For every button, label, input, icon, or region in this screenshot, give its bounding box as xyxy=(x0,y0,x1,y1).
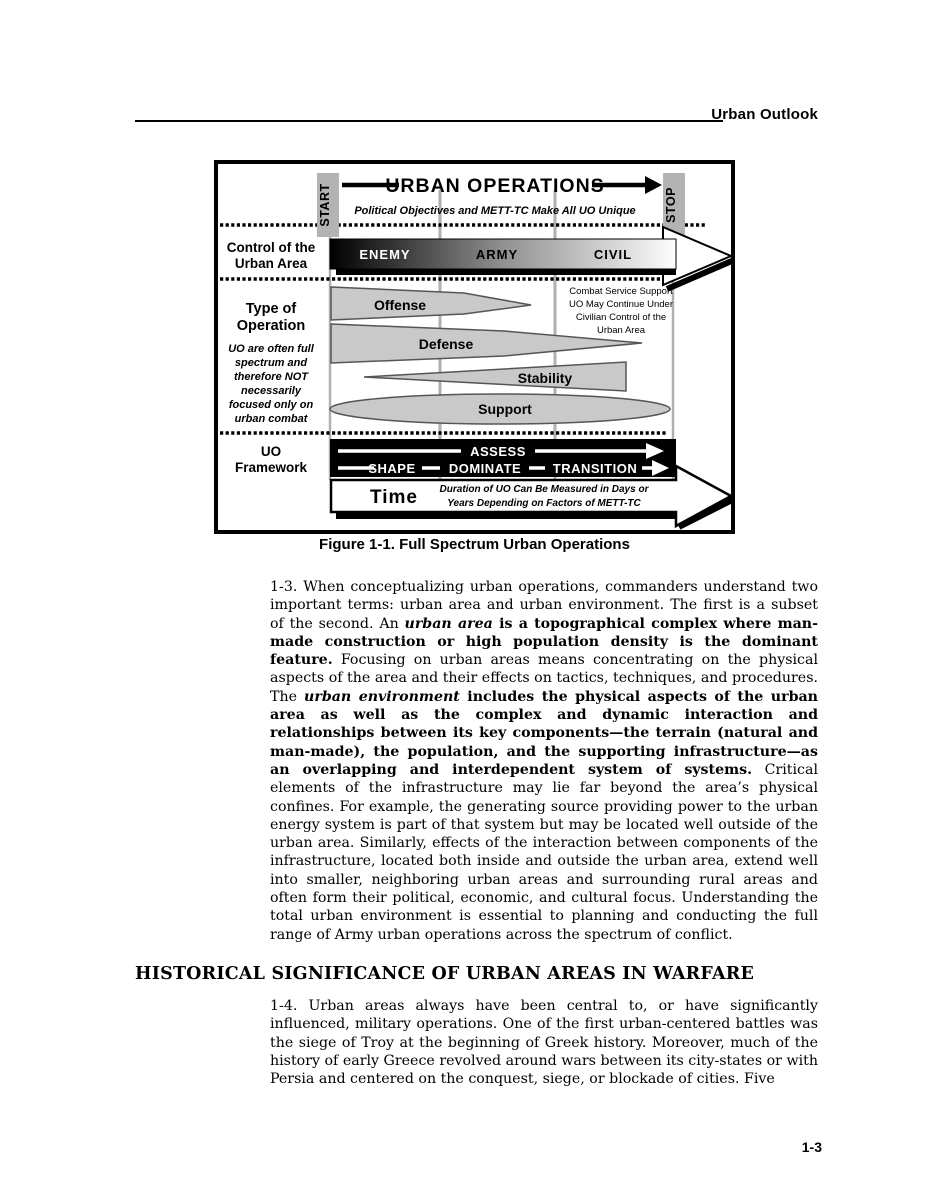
figure-caption: Figure 1-1. Full Spectrum Urban Operations xyxy=(319,536,630,553)
phase-dominate-label: DOMINATE xyxy=(448,461,522,476)
control-bar-shadow xyxy=(336,269,676,275)
para-1-3-run: Critical elements of the infrastructure may lie far beyond the area’s physical confines. For example, the generating source providing power to the urban energy system is part of that system but may be located well outside of the urban area. Similarly, effects of the interaction between components of the infrastructure, located both inside and outside the urban area, extend well into smaller, neighboring urban areas and surrounding rural areas and often form their political, economic, and cultural focus. Understanding the total urban environment is essential to planning and conducting the full range of Army urban operations across the spectrum of conflict. xyxy=(270,761,818,943)
time-label: Time xyxy=(369,487,419,508)
assess-label: ASSESS xyxy=(470,444,526,459)
para-1-3-run: Focusing on urban areas means concentrating on the physical aspects of the area and their effects on tactics, techniques, and procedures. The xyxy=(270,652,818,705)
figure-1-1 xyxy=(214,160,735,534)
control-segment-army: ARMY xyxy=(475,247,519,262)
page-number: 1-3 xyxy=(801,1139,822,1155)
css-note-line: Combat Service Support xyxy=(569,286,673,297)
css-note-line: Civilian Control of the xyxy=(575,312,667,323)
section-heading: HISTORICAL SIGNIFICANCE OF URBAN AREAS IN WARFARE xyxy=(135,964,755,984)
figure-title: URBAN OPERATIONS xyxy=(385,175,605,197)
framework-label-line1: UO xyxy=(260,444,282,459)
paragraph-1-4: 1-4. Urban areas always have been central to, or have significantly influenced, military operations. One of the first urban-centered battles was the siege of Troy at the beginning of Greek history. Moreover, much of the history of early Greece revolved around wars between its city-states or with Persia and centered on the conquest, siege, or blockade of cities. Five xyxy=(270,998,818,1088)
framework-label-line2: Framework xyxy=(234,460,308,475)
css-note-line: Urban Area xyxy=(596,325,646,336)
stability-label: Stability xyxy=(517,370,573,386)
time-arrow-shadow xyxy=(336,513,676,519)
full-spectrum-urban-operations-diagram xyxy=(214,160,735,534)
defense-label: Defense xyxy=(418,336,474,352)
time-note-line2: Years Depending on Factors of METT-TC xyxy=(447,498,641,509)
para-1-3-run: is a topographical complex where man-made construction or high population density is the dominant feature. xyxy=(270,615,819,669)
para-1-3-term-urban-environment: urban environment xyxy=(304,688,460,705)
page-header xyxy=(135,106,818,124)
start-label: START xyxy=(318,183,332,227)
phase-transition-label: TRANSITION xyxy=(552,461,638,476)
para-1-3-term-urban-area: urban area xyxy=(404,615,493,632)
stop-label: STOP xyxy=(664,187,678,223)
type-note-line: urban combat xyxy=(234,413,308,425)
phase-shape-label: SHAPE xyxy=(368,461,416,476)
css-note-line: UO May Continue Under xyxy=(568,299,674,310)
paragraph-1-3 xyxy=(270,578,818,944)
para-1-3-run: includes the physical aspects of the urban area as well as the complex and dynamic interaction and relationships between its key components—the terrain (natural and man-made), the population, and the supporting infrastructure—as an overlapping and interdependent system of systems. xyxy=(270,688,818,778)
header-rule xyxy=(135,120,723,122)
type-label-line1: Type of xyxy=(245,301,297,317)
type-note-line: UO are often full xyxy=(228,343,314,355)
type-note-line: spectrum and xyxy=(234,357,308,369)
control-segment-civil: CIVIL xyxy=(593,247,633,262)
control-label-line1: Control of the xyxy=(226,240,316,255)
type-note-line: focused only on xyxy=(228,399,314,411)
type-note-line: necessarily xyxy=(241,385,301,397)
offense-label: Offense xyxy=(373,297,427,313)
time-note-line1: Duration of UO Can Be Measured in Days or xyxy=(439,484,649,495)
type-note-line: therefore NOT xyxy=(234,371,308,383)
support-label: Support xyxy=(478,401,532,417)
control-label-line2: Urban Area xyxy=(234,256,308,271)
para-1-3-run: 1-3. When conceptualizing urban operations, commanders understand two important terms: urban area and urban environment. The first is a subset of the second. An xyxy=(270,579,818,632)
control-segment-enemy: ENEMY xyxy=(359,247,411,262)
figure-subtitle: Political Objectives and METT-TC Make All UO Unique xyxy=(354,205,636,217)
type-label-line2: Operation xyxy=(236,318,306,334)
header-title: Urban Outlook xyxy=(711,106,818,123)
